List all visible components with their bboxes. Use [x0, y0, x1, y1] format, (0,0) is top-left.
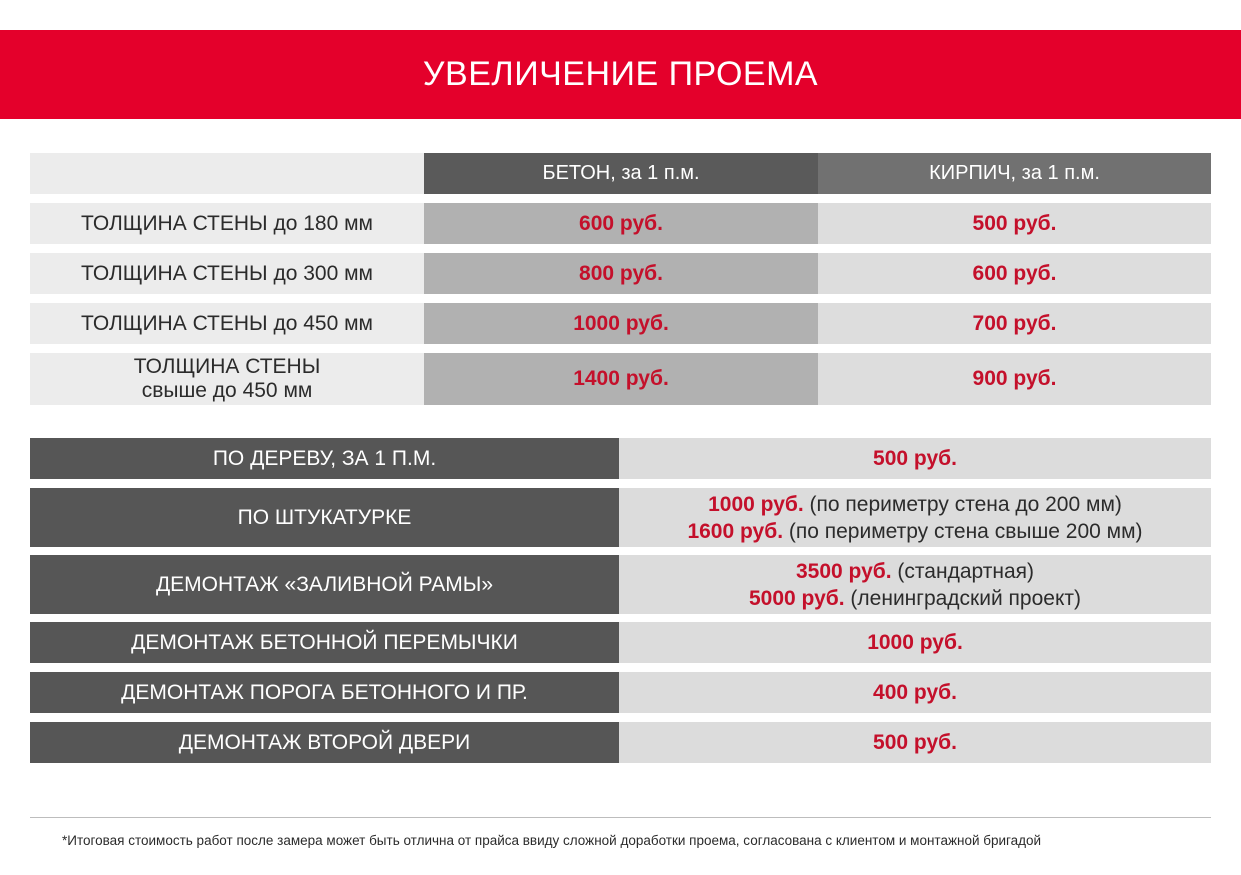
table-row: [30, 253, 1211, 294]
service-price: 1600 руб.: [687, 519, 784, 543]
row-label: [30, 353, 424, 405]
wall-thickness-table: [30, 153, 1211, 405]
service-row: [30, 722, 1211, 763]
row-label: [30, 203, 424, 244]
service-price: 500 руб.: [873, 447, 957, 470]
row-label-text: ТОЛЩИНА СТЕНЫ до 450 мм: [81, 311, 373, 335]
row-label-text: ТОЛЩИНА СТЕНЫ: [133, 355, 321, 378]
service-price: 1000 руб.: [708, 492, 804, 516]
title-banner: [0, 30, 1241, 119]
page-title: УВЕЛИЧЕНИЕ ПРОЕМА: [422, 55, 819, 93]
service-price: 1000 руб.: [867, 631, 963, 654]
beton-price-cell: [424, 203, 818, 244]
kirpich-price-cell: [818, 353, 1211, 405]
table-header-row: [30, 153, 1211, 194]
kirpich-price: 900 руб.: [972, 367, 1057, 390]
kirpich-price: 500 руб.: [972, 211, 1057, 235]
service-price-cell: [619, 722, 1211, 763]
service-note: (по периметру стена свыше 200 мм): [783, 519, 1143, 543]
service-label: ДЕМОНТАЖ ВТОРОЙ ДВЕРИ: [30, 722, 619, 763]
row-label-text: ТОЛЩИНА СТЕНЫ до 180 мм: [81, 211, 373, 235]
service-row: [30, 672, 1211, 713]
beton-price: 1400 руб.: [573, 367, 669, 390]
service-row: [30, 555, 1211, 614]
beton-price-cell: [424, 303, 818, 344]
row-label-text: ТОЛЩИНА СТЕНЫ до 300 мм: [81, 261, 373, 285]
service-label: ДЕМОНТАЖ БЕТОННОЙ ПЕРЕМЫЧКИ: [30, 622, 619, 663]
service-row: [30, 488, 1211, 547]
service-price: 3500 руб.: [796, 559, 892, 583]
header-empty-cell: [30, 153, 424, 194]
table-row: [30, 303, 1211, 344]
additional-services-table: [30, 438, 1211, 763]
service-label: ДЕМОНТАЖ ПОРОГА БЕТОННОГО И ПР.: [30, 672, 619, 713]
kirpich-price: 600 руб.: [972, 261, 1057, 285]
beton-price: 1000 руб.: [573, 311, 669, 335]
service-row: [30, 622, 1211, 663]
service-label: ДЕМОНТАЖ «ЗАЛИВНОЙ РАМЫ»: [30, 555, 619, 614]
beton-price: 800 руб.: [579, 261, 663, 285]
row-label: [30, 303, 424, 344]
service-price: 400 руб.: [873, 681, 957, 704]
service-price-cell: [619, 622, 1211, 663]
service-row: [30, 438, 1211, 479]
service-note: (по периметру стена до 200 мм): [803, 492, 1122, 516]
service-label: ПО ШТУКАТУРКЕ: [30, 488, 619, 547]
service-price-cell: [619, 438, 1211, 479]
service-price-cell: [619, 672, 1211, 713]
service-price: 500 руб.: [873, 731, 957, 754]
row-label-text-2: свыше до 450 мм: [141, 379, 313, 402]
beton-price-cell: [424, 253, 818, 294]
service-price-cell: [619, 488, 1211, 547]
service-label: ПО ДЕРЕВУ, ЗА 1 П.М.: [30, 438, 619, 479]
header-beton: БЕТОН, за 1 п.м.: [424, 153, 818, 194]
service-note: (стандартная): [891, 559, 1034, 583]
row-label: [30, 253, 424, 294]
service-price-cell: [619, 555, 1211, 614]
beton-price: 600 руб.: [579, 211, 663, 235]
kirpich-price: 700 руб.: [972, 311, 1057, 335]
footnote: *Итоговая стоимость работ после замера может быть отлична от прайса ввиду сложной доработки проема, согласована с клиентом и монтажной бригадой: [62, 833, 1042, 848]
kirpich-price-cell: [818, 203, 1211, 244]
service-price: 5000 руб.: [749, 586, 845, 610]
kirpich-price-cell: [818, 253, 1211, 294]
service-note: (ленинградский проект): [844, 586, 1081, 610]
table-row: [30, 203, 1211, 244]
header-kirpich: КИРПИЧ, за 1 п.м.: [818, 153, 1211, 194]
divider: [30, 817, 1211, 818]
beton-price-cell: [424, 353, 818, 405]
kirpich-price-cell: [818, 303, 1211, 344]
table-row: [30, 353, 1211, 405]
